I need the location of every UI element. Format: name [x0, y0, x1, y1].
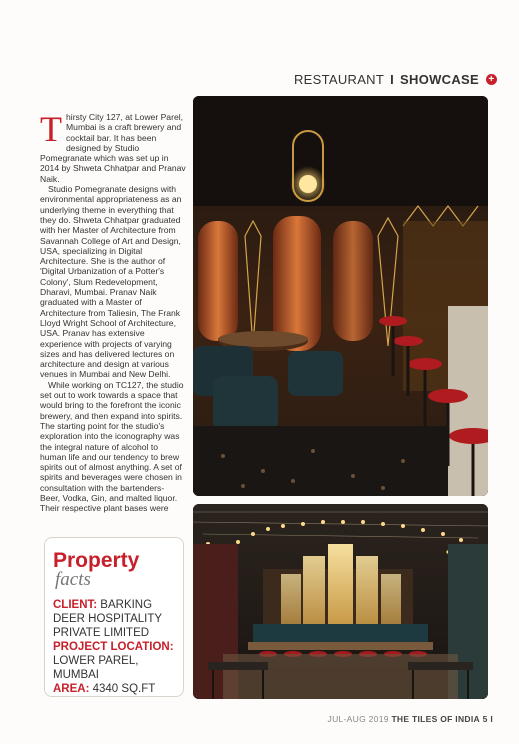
page-number: 5 [482, 714, 488, 724]
area-value: 4340 SQ.FT [92, 683, 156, 695]
article-paragraph-1 [40, 112, 186, 184]
bar-interior-photo [193, 96, 488, 496]
client-label: CLIENT: [53, 599, 98, 611]
footer-separator: I [490, 714, 493, 724]
article-paragraph-3: While working on TC127, the studio set out to work towards a space that would bring to the forefront the iconic brewery, and then expand into spirits. The starting point for the studio's exploration into the iconography was the integral nature of alcohol to human life and our tendency to brew spirits out of almost anything. A set of spirits and beverages were chosen in consultation with the bartenders- Beer, Vodka, Gin, and malted liquor. Their respective plant bases were [40, 379, 184, 514]
location-label: PROJECT LOCATION: [53, 641, 174, 653]
page-footer [328, 714, 493, 724]
bar-counter-photo [193, 504, 488, 699]
property-facts-box [44, 537, 184, 697]
category-label: SHOWCASE [400, 72, 479, 87]
section-label: RESTAURANT [293, 72, 385, 87]
location-row [53, 640, 177, 682]
client-value: BARKING DEER HOSPITALITY PRIVATE LIMITED [53, 599, 162, 639]
paragraph-1-text: hirsty City 127, at Lower Parel, Mumbai is a craft brewery and cocktail bar. It has been designed by Studio Pomegranate which was set up in 2014 by Shweta Chhatpar and Pranav Naik. [40, 112, 186, 184]
header-separator: I [390, 72, 395, 87]
magazine-name: THE TILES OF INDIA [391, 714, 480, 724]
issue-date: JUL-AUG 2019 [327, 714, 389, 724]
location-value: LOWER PAREL, MUMBAI [53, 655, 139, 681]
facts-subtitle: facts [55, 569, 91, 590]
article-paragraph-2: Studio Pomegranate designs with environmental appropriateness as an underlying theme in everything that they do. Shweta Chhatpar graduated with her Master of Architecture from Savannah College of Art and Design, USA, specializing in Digital Architecture. She is the author of 'Digital Urbanization of a Potter's Colony', Slum Redevelopment, Dharavi, Mumbai. Pranav Naik graduated with a Master of Architecture from Taliesin, The Frank Lloyd Wright School of Architecture, USA. Pranav has extensive experience with projects of varying sizes and has delivered lectures on architecture and design at various venues in Mumbai and New Delhi. [40, 184, 182, 380]
drop-cap: T [40, 112, 62, 149]
article-body [40, 112, 186, 530]
area-row [53, 682, 177, 696]
section-header [294, 72, 497, 87]
area-label: AREA: [53, 683, 90, 695]
facts-title: Property [53, 549, 140, 572]
client-row [53, 598, 177, 640]
plus-circle-icon: + [486, 74, 497, 85]
